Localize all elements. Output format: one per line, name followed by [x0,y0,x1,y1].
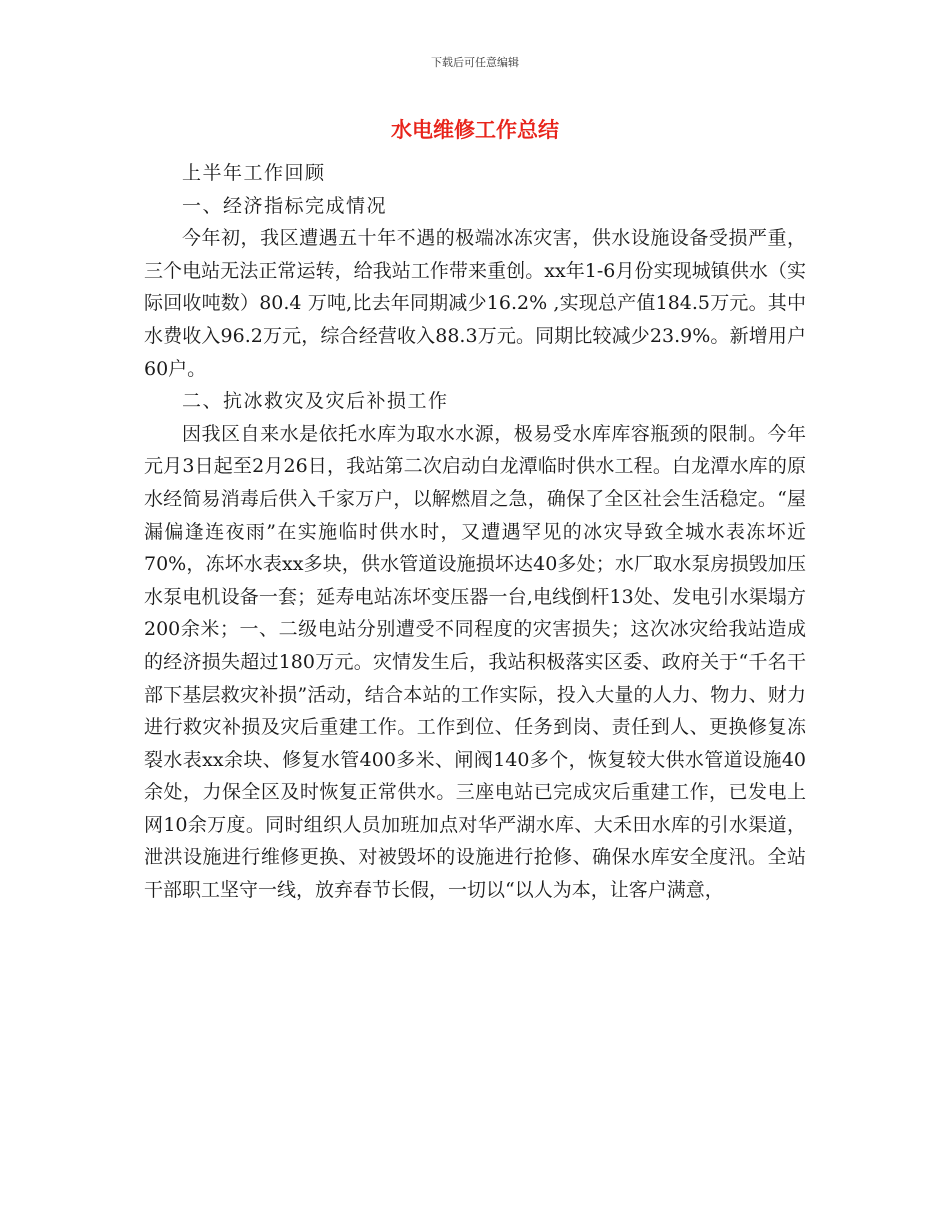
section-heading-disaster: 二、抗冰救灾及灾后补损工作 [182,390,449,413]
header-note: 下载后可任意编辑 [431,56,519,69]
section-heading-review: 上半年工作回顾 [182,162,326,184]
document-body [144,157,806,907]
paragraph-economic: 今年初，我区遭遇五十年不遇的极端冰冻灾害，供水设施设备受损严重，三个电站无法正常运转，给我站工作带来重创。xx年1-6月份实现城镇供水（实际回收吨数）80.4 万吨,比去年同期减少16.2% ,实现总产值184.5万元。其中水费收入96.2万元，综合经营收入88.3万元。同期比较减少23.9%。新增用户60户。 [144,227,806,380]
section-heading-economic: 一、经济指标完成情况 [182,194,388,217]
paragraph-disaster: 因我区自来水是依托水库为取水水源，极易受水库库容瓶颈的限制。今年元月3日起至2月26日，我站第二次启动白龙潭临时供水工程。白龙潭水库的原水经简易消毒后供入千家万户，以解燃眉之急，确保了全区社会生活稳定。“屋漏偏逢连夜雨”在实施临时供水时，又遭遇罕见的冰灾导致全城水表冻坏近70%，冻坏水表xx多块，供水管道设施损坏达40多处；水厂取水泵房损毁加压水泵电机设备一套；延寿电站冻坏变压器一台,电线倒杆13处、发电引水渠塌方200余米；一、二级电站分别遭受不同程度的灾害损失；这次冰灾给我站造成的经济损失超过180万元。灾情发生后，我站积极落实区委、政府关于“千名干部下基层救灾补损”活动，结合本站的工作实际，投入大量的人力、物力、财力进行救灾补损及灾后重建工作。工作到位、任务到岗、责任到人、更换修复冻裂水表xx余块、修复水管400多米、闸阀140多个，恢复较大供水管道设施40余处，力保全区及时恢复正常供水。三座电站已完成灾后重建工作，已发电上网10余万度。同时组织人员加班加点对华严湖水库、大禾田水库的引水渠道，泄洪设施进行维修更换、对被毁坏的设施进行抢修、确保水库安全度汛。全站干部职工坚守一线，放弃春节长假，一切以“以人为本，让客户满意， [144,422,806,902]
document-title: 水电维修工作总结 [391,118,559,142]
